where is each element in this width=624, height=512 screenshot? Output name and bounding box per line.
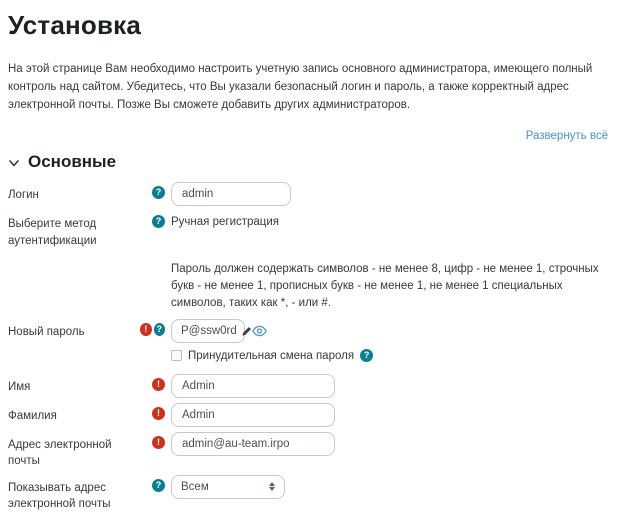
chevron-down-icon (8, 157, 20, 169)
required-icon: ! (152, 378, 165, 391)
auth-method-label: Выберите метод аутентификации (8, 218, 97, 247)
login-label: Логин (8, 189, 39, 202)
force-change-label: Принудительная смена пароля (188, 349, 355, 362)
last-name-label: Фамилия (8, 410, 57, 423)
page-title: Установка (8, 10, 142, 40)
section-title: Основные (28, 152, 117, 172)
help-icon[interactable]: ? (152, 479, 165, 492)
last-name-input[interactable] (171, 403, 335, 427)
new-password-value: P@ssw0rd (181, 325, 237, 338)
intro-text: На этой странице Вам необходимо настроить учетную запись основного администратора, имеющего полный контроль над сайтом. Убедитесь, что Вы указали безопасный логин и пароль, а также корректный адрес электронной почты. Позже Вы сможете добавить других администраторов. (8, 63, 593, 111)
form-row-login (8, 182, 608, 206)
form-row-password-hint (8, 261, 608, 313)
help-icon[interactable]: ? (152, 186, 165, 199)
first-name-input[interactable] (171, 374, 335, 398)
help-icon[interactable]: ? (360, 349, 373, 362)
pencil-icon[interactable] (241, 326, 252, 337)
help-icon[interactable]: ? (154, 323, 166, 336)
force-change-checkbox[interactable] (171, 350, 182, 361)
form-row-new-password (8, 319, 608, 343)
form-row-force-change (8, 349, 608, 362)
expand-all-row (8, 130, 608, 142)
required-icon: ! (140, 323, 152, 336)
required-icon: ! (152, 407, 165, 420)
eye-icon[interactable] (252, 325, 267, 337)
admin-account-form (8, 182, 608, 511)
help-icon[interactable]: ? (152, 215, 165, 228)
form-row-email (8, 432, 608, 469)
section-header-general[interactable] (8, 152, 608, 172)
form-row-first-name (8, 374, 608, 398)
email-display-selected-value: Всем (181, 480, 209, 493)
form-row-last-name (8, 403, 608, 427)
email-display-label: Показывать адрес электронной почты (8, 481, 111, 510)
form-row-auth-method (8, 211, 608, 248)
password-hint-text: Пароль должен содержать символов - не менее 8, цифр - не менее 1, строчных букв - не менее 1, прописных букв - не менее 1, не менее 1 специальных символов, таких как *, - или #. (171, 262, 599, 310)
required-icon: ! (152, 436, 165, 449)
login-input[interactable] (171, 182, 291, 206)
email-label: Адрес электронной почты (8, 439, 112, 468)
auth-method-value: Ручная регистрация (171, 216, 280, 229)
expand-all-link[interactable]: Развернуть всё (525, 130, 608, 143)
form-row-email-display (8, 475, 608, 512)
new-password-input[interactable] (171, 319, 245, 343)
select-arrows-icon (269, 482, 275, 491)
first-name-label: Имя (8, 381, 31, 394)
email-display-select[interactable] (171, 475, 285, 499)
email-input[interactable] (171, 432, 335, 456)
new-password-label: Новый пароль (8, 326, 85, 339)
